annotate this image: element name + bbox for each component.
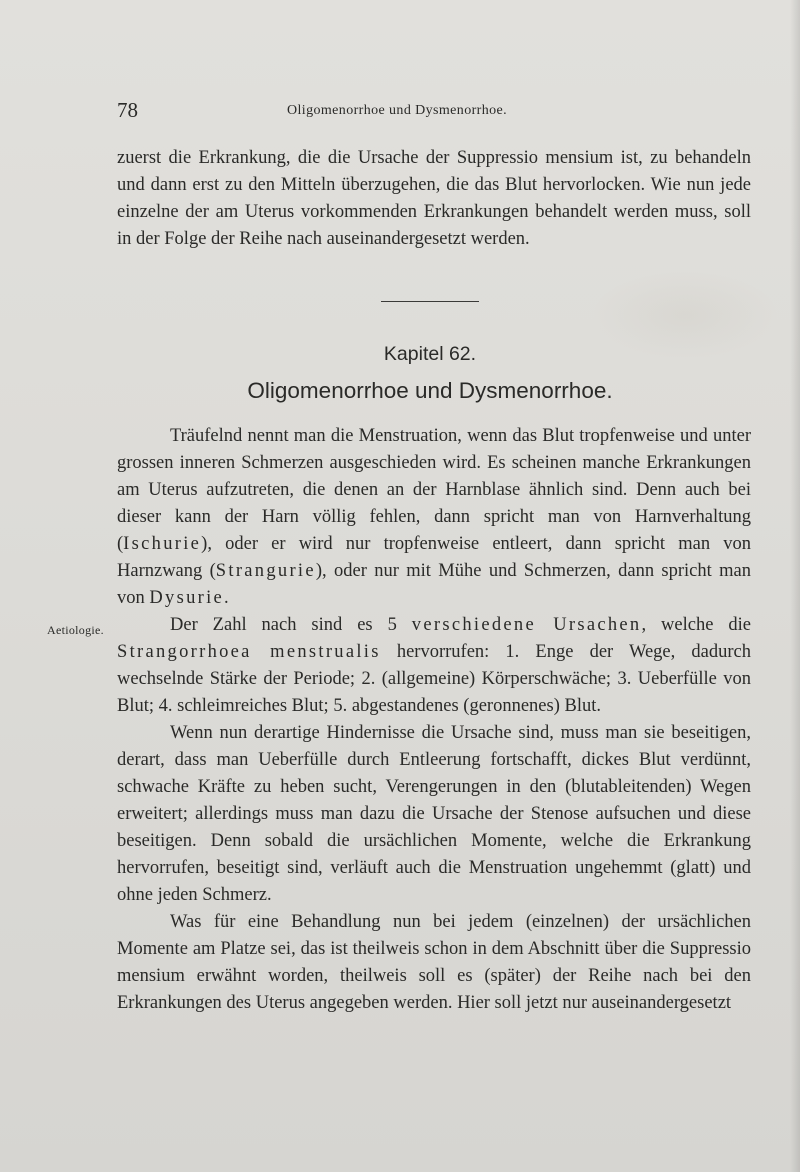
page-number: 78 [117, 98, 138, 122]
margin-note-aetiologie: Aetiologie. [47, 623, 104, 637]
text-run: , welche die [641, 615, 751, 635]
paragraph-treatment: Wenn nun derartige Hindernisse die Ursache sind, muss man sie beseitigen, derart, dass man Ueberfülle durch Entleerung fortschafft, dickes Blut verdünnt, schwache Kräfte zu heben sucht, Verengerungen in den (blutableitenden) Wegen erweitert; allerdings muss man dazu die Ursache der Stenose aufsuchen und diese beseitigen. Denn sobald die ursächlichen Momente, welche die Erkrankung hervorrufen, beseitigt sind, verläuft auch die Menstruation ungehemmt (glatt) und ohne jeden Schmerz. [117, 723, 751, 905]
chapter-title: Oligomenorrhoe und Dysmenorrhoe. [247, 378, 613, 403]
intro-paragraph: zuerst die Erkrankung, die die Ursache der Suppressio mensium ist, zu behandeln und dann erst zu den Mitteln überzugehen, die das Blut hervorlocken. Wie nun jede einzelne der am Uterus vorkommenden Erkrankungen behandelt werden muss, soll in der Folge der Reihe nach auseinandergesetzt werden. [117, 148, 751, 249]
running-title: Oligomenorrhoe und Dysmenorrhoe. [287, 103, 508, 118]
text-run: hervorrufen: 1. Enge der Wege, dadurch wechselnde Stärke der Periode; 2. (allgemeine) Körperschwäche; 3. Ueberfülle von Blut; 4. schleimreiches Blut; 5. abgestandenes (geronnenes) Blut. [117, 642, 751, 716]
page-spine-shadow [790, 0, 800, 1172]
text-run: Der Zahl nach sind es 5 [170, 615, 412, 635]
chapter-body [117, 423, 751, 1017]
chapter-label: Kapitel 62. [383, 343, 477, 365]
spaced-term-dysurie: Dysurie [149, 588, 225, 608]
spaced-term-strangurie: Strangurie [215, 561, 316, 581]
page-header [117, 98, 747, 128]
paragraph-continuation: Was für eine Behandlung nun bei jedem (einzelnen) der ursächlichen Momente am Platze sei, das ist theilweis schon in dem Abschnitt über die Suppressio mensium erwähnt worden, theilweis soll es (später) der Reihe nach bei den Erkrankungen des Uterus angegeben werden. Hier soll jetzt nur auseinandergesetzt [117, 912, 751, 1013]
text-run: ), oder nur mit Mühe und Schmerzen, dann spricht man von [117, 561, 751, 608]
text-run: . [224, 588, 229, 608]
section-divider [381, 301, 479, 302]
paragraph-definition [117, 423, 751, 612]
spaced-term-strangorrhoea: Strangorrhoea menstrualis [117, 642, 381, 662]
text-run: Träufelnd nennt man die Menstruation, wenn das Blut tropfenweise und unter grossen inneren Schmerzen ausgeschieden wird. Es scheinen manche Erkrankungen am Uterus aufzutreten, die denen an der Harnblase ähnlich sind. Denn auch bei dieser kann der Harn völlig fehlen, dann spricht man von Harnverhaltung ( [117, 426, 751, 554]
text-run: ), oder er wird nur tropfenweise entleert, dann spricht man von Harnzwang ( [117, 534, 751, 581]
spaced-term-ursachen: verschiedene Ursachen [411, 615, 642, 635]
paragraph-causes [117, 612, 751, 720]
spaced-term-ischurie: Ischurie [123, 534, 202, 554]
